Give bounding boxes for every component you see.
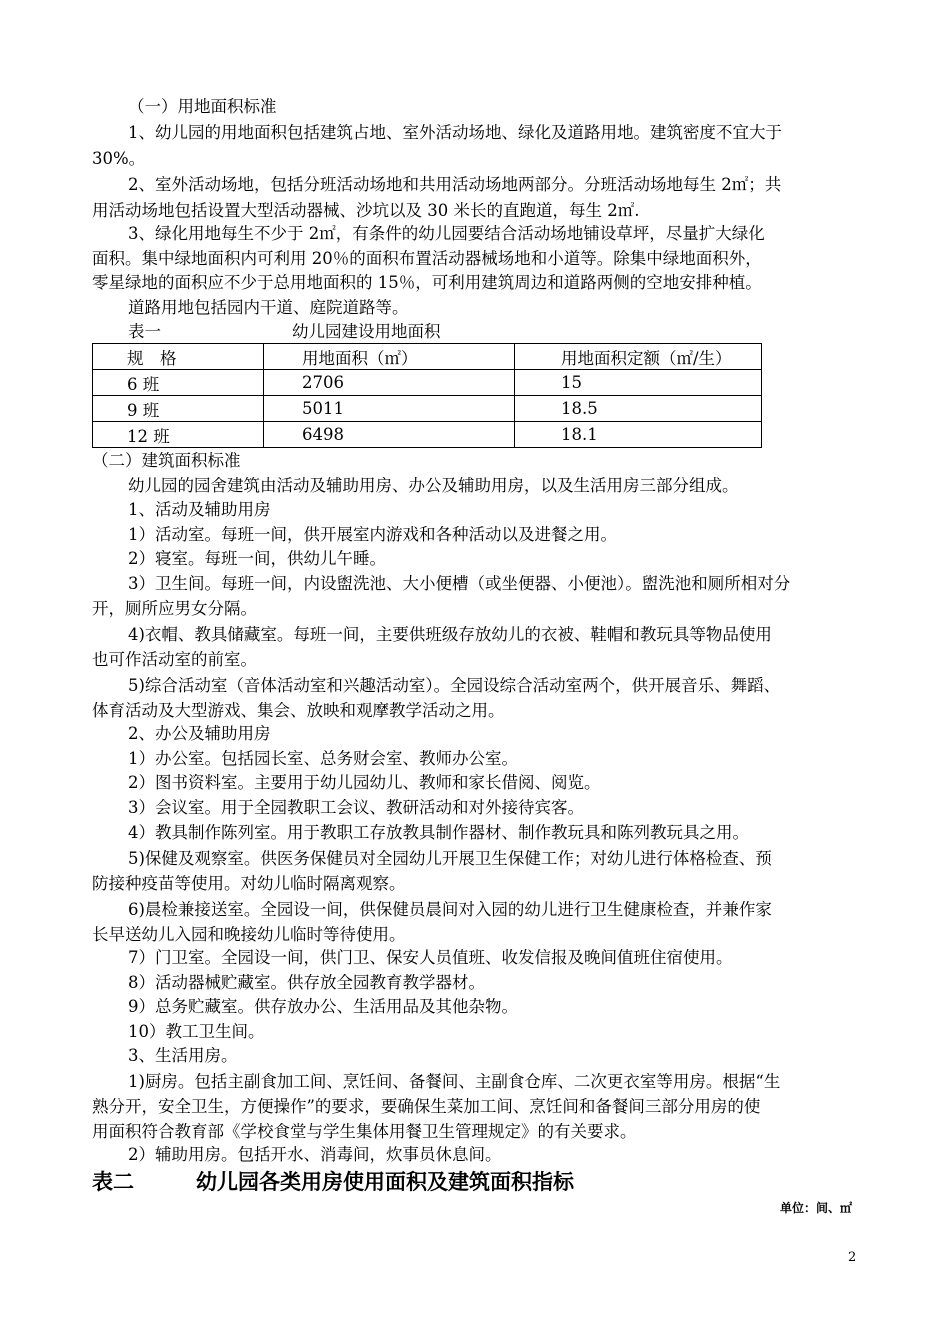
paragraph: 5)保健及观察室。供医务保健员对全园幼儿开展卫生保健工作；对幼儿进行体格检查、预 [128,849,772,868]
table-label: 表一 [128,322,161,341]
paragraph: 2）图书资料室。主要用于幼儿园幼儿、教师和家长借阅、阅览。 [128,773,601,792]
table-cell: 15 [515,370,762,396]
section1-heading: （一）用地面积标准 [128,97,277,116]
paragraph: 3）卫生间。每班一间，内设盥洗池、大小便槽（或坐便器、小便池）。盥洗池和厕所相对分 [128,574,791,593]
paragraph: 10）教工卫生间。 [128,1022,265,1041]
paragraph: 2）辅助用房。包括开水、消毒间，炊事员休息间。 [128,1145,502,1164]
paragraph: 3、绿化用地每生不少于 2㎡，有条件的幼儿园要结合活动场地铺设草坪，尽量扩大绿化 [128,224,765,243]
paragraph: 1）活动室。每班一间，供开展室内游戏和各种活动以及进餐之用。 [128,525,617,544]
paragraph: 5)综合活动室（音体活动室和兴趣活动室）。全园设综合活动室两个，供开展音乐、舞蹈、 [128,676,781,695]
paragraph: 长早送幼儿入园和晚接幼儿临时等待使用。 [92,925,406,944]
paragraph: 熟分开，安全卫生，方便操作”的要求，要确保生菜加工间、烹饪间和备餐间三部分用房的使 [92,1097,761,1116]
paragraph: 1）办公室。包括园长室、总务财会室、教师办公室。 [128,749,518,768]
paragraph: 开，厕所应男女分隔。 [92,599,257,618]
table-cell: 18.1 [515,422,762,448]
land-area-table [92,343,762,448]
table-cell: 5011 [264,396,515,422]
table-row [93,396,762,422]
paragraph: 幼儿园的园舍建筑由活动及辅助用房、办公及辅助用房，以及生活用房三部分组成。 [128,476,739,495]
paragraph: 2、室外活动场地，包括分班活动场地和共用活动场地两部分。分班活动场地每生 2㎡；共 [128,175,782,194]
paragraph: 防接种疫苗等使用。对幼儿临时隔离观察。 [92,874,406,893]
table-cell: 18.5 [515,396,762,422]
paragraph: 用活动场地包括设置大型活动器械、沙坑以及 30 米长的直跑道，每生 2㎡. [92,201,640,220]
table-cell: 2706 [264,370,515,396]
paragraph: 面积。集中绿地面积内可利用 20％的面积布置活动器械场地和小道等。除集中绿地面积外， [92,249,762,268]
page-number: 2 [848,1250,857,1265]
table2-title [92,1166,574,1196]
table-header-cell: 用地面积定额（㎡/生） [515,344,762,370]
paragraph: 4）教具制作陈列室。用于教职工存放教具制作器材、制作教玩具和陈列教玩具之用。 [128,823,749,842]
paragraph: 用面积符合教育部《学校食堂与学生集体用餐卫生管理规定》的有关要求。 [92,1122,637,1141]
table-cell: 6498 [264,422,515,448]
section2-heading: （二）建筑面积标准 [92,451,241,470]
paragraph: 8）活动器械贮藏室。供存放全园教育教学器材。 [128,973,485,992]
table-cell: 6 班 [93,370,264,396]
paragraph: 30%。 [92,149,146,168]
paragraph: 7）门卫室。全园设一间，供门卫、保安人员值班、收发信报及晚间值班住宿使用。 [128,948,733,967]
paragraph: 零星绿地的面积应不少于总用地面积的 15％，可利用建筑周边和道路两侧的空地安排种植。 [92,273,762,292]
paragraph: 体育活动及大型游戏、集会、放映和观摩教学活动之用。 [92,701,505,720]
paragraph: 也可作活动室的前室。 [92,650,257,669]
table-header-row [93,344,762,370]
table2-title-text: 幼儿园各类用房使用面积及建筑面积指标 [196,1170,574,1194]
subheading: 1、活动及辅助用房 [128,500,271,519]
paragraph: 2）寝室。每班一间，供幼儿午睡。 [128,549,386,568]
paragraph: 1)厨房。包括主副食加工间、烹饪间、备餐间、主副食仓库、二次更衣室等用房。根据“生 [128,1072,781,1091]
table-row [93,422,762,448]
subheading: 3、生活用房。 [128,1046,238,1065]
paragraph: 4)衣帽、教具储藏室。每班一间，主要供班级存放幼儿的衣被、鞋帽和教玩具等物品使用 [128,625,772,644]
table-header-cell: 用地面积（㎡） [264,344,515,370]
subheading: 2、办公及辅助用房 [128,724,271,743]
table-title: 幼儿园建设用地面积 [292,322,441,341]
table-cell: 9 班 [93,396,264,422]
unit-label: 单位：间、㎡ [779,1201,852,1215]
table-row [93,370,762,396]
table2-label: 表二 [92,1170,134,1194]
paragraph: 1、幼儿园的用地面积包括建筑占地、室外活动场地、绿化及道路用地。建筑密度不宜大于 [128,123,782,142]
table-header-cell: 规 格 [93,344,264,370]
paragraph: 道路用地包括园内干道、庭院道路等。 [128,298,409,317]
table-cell: 12 班 [93,422,264,448]
paragraph: 3）会议室。用于全园教职工会议、教研活动和对外接待宾客。 [128,798,584,817]
paragraph: 6)晨检兼接送室。全园设一间，供保健员晨间对入园的幼儿进行卫生健康检查，并兼作家 [128,900,772,919]
paragraph: 9）总务贮藏室。供存放办公、生活用品及其他杂物。 [128,997,518,1016]
